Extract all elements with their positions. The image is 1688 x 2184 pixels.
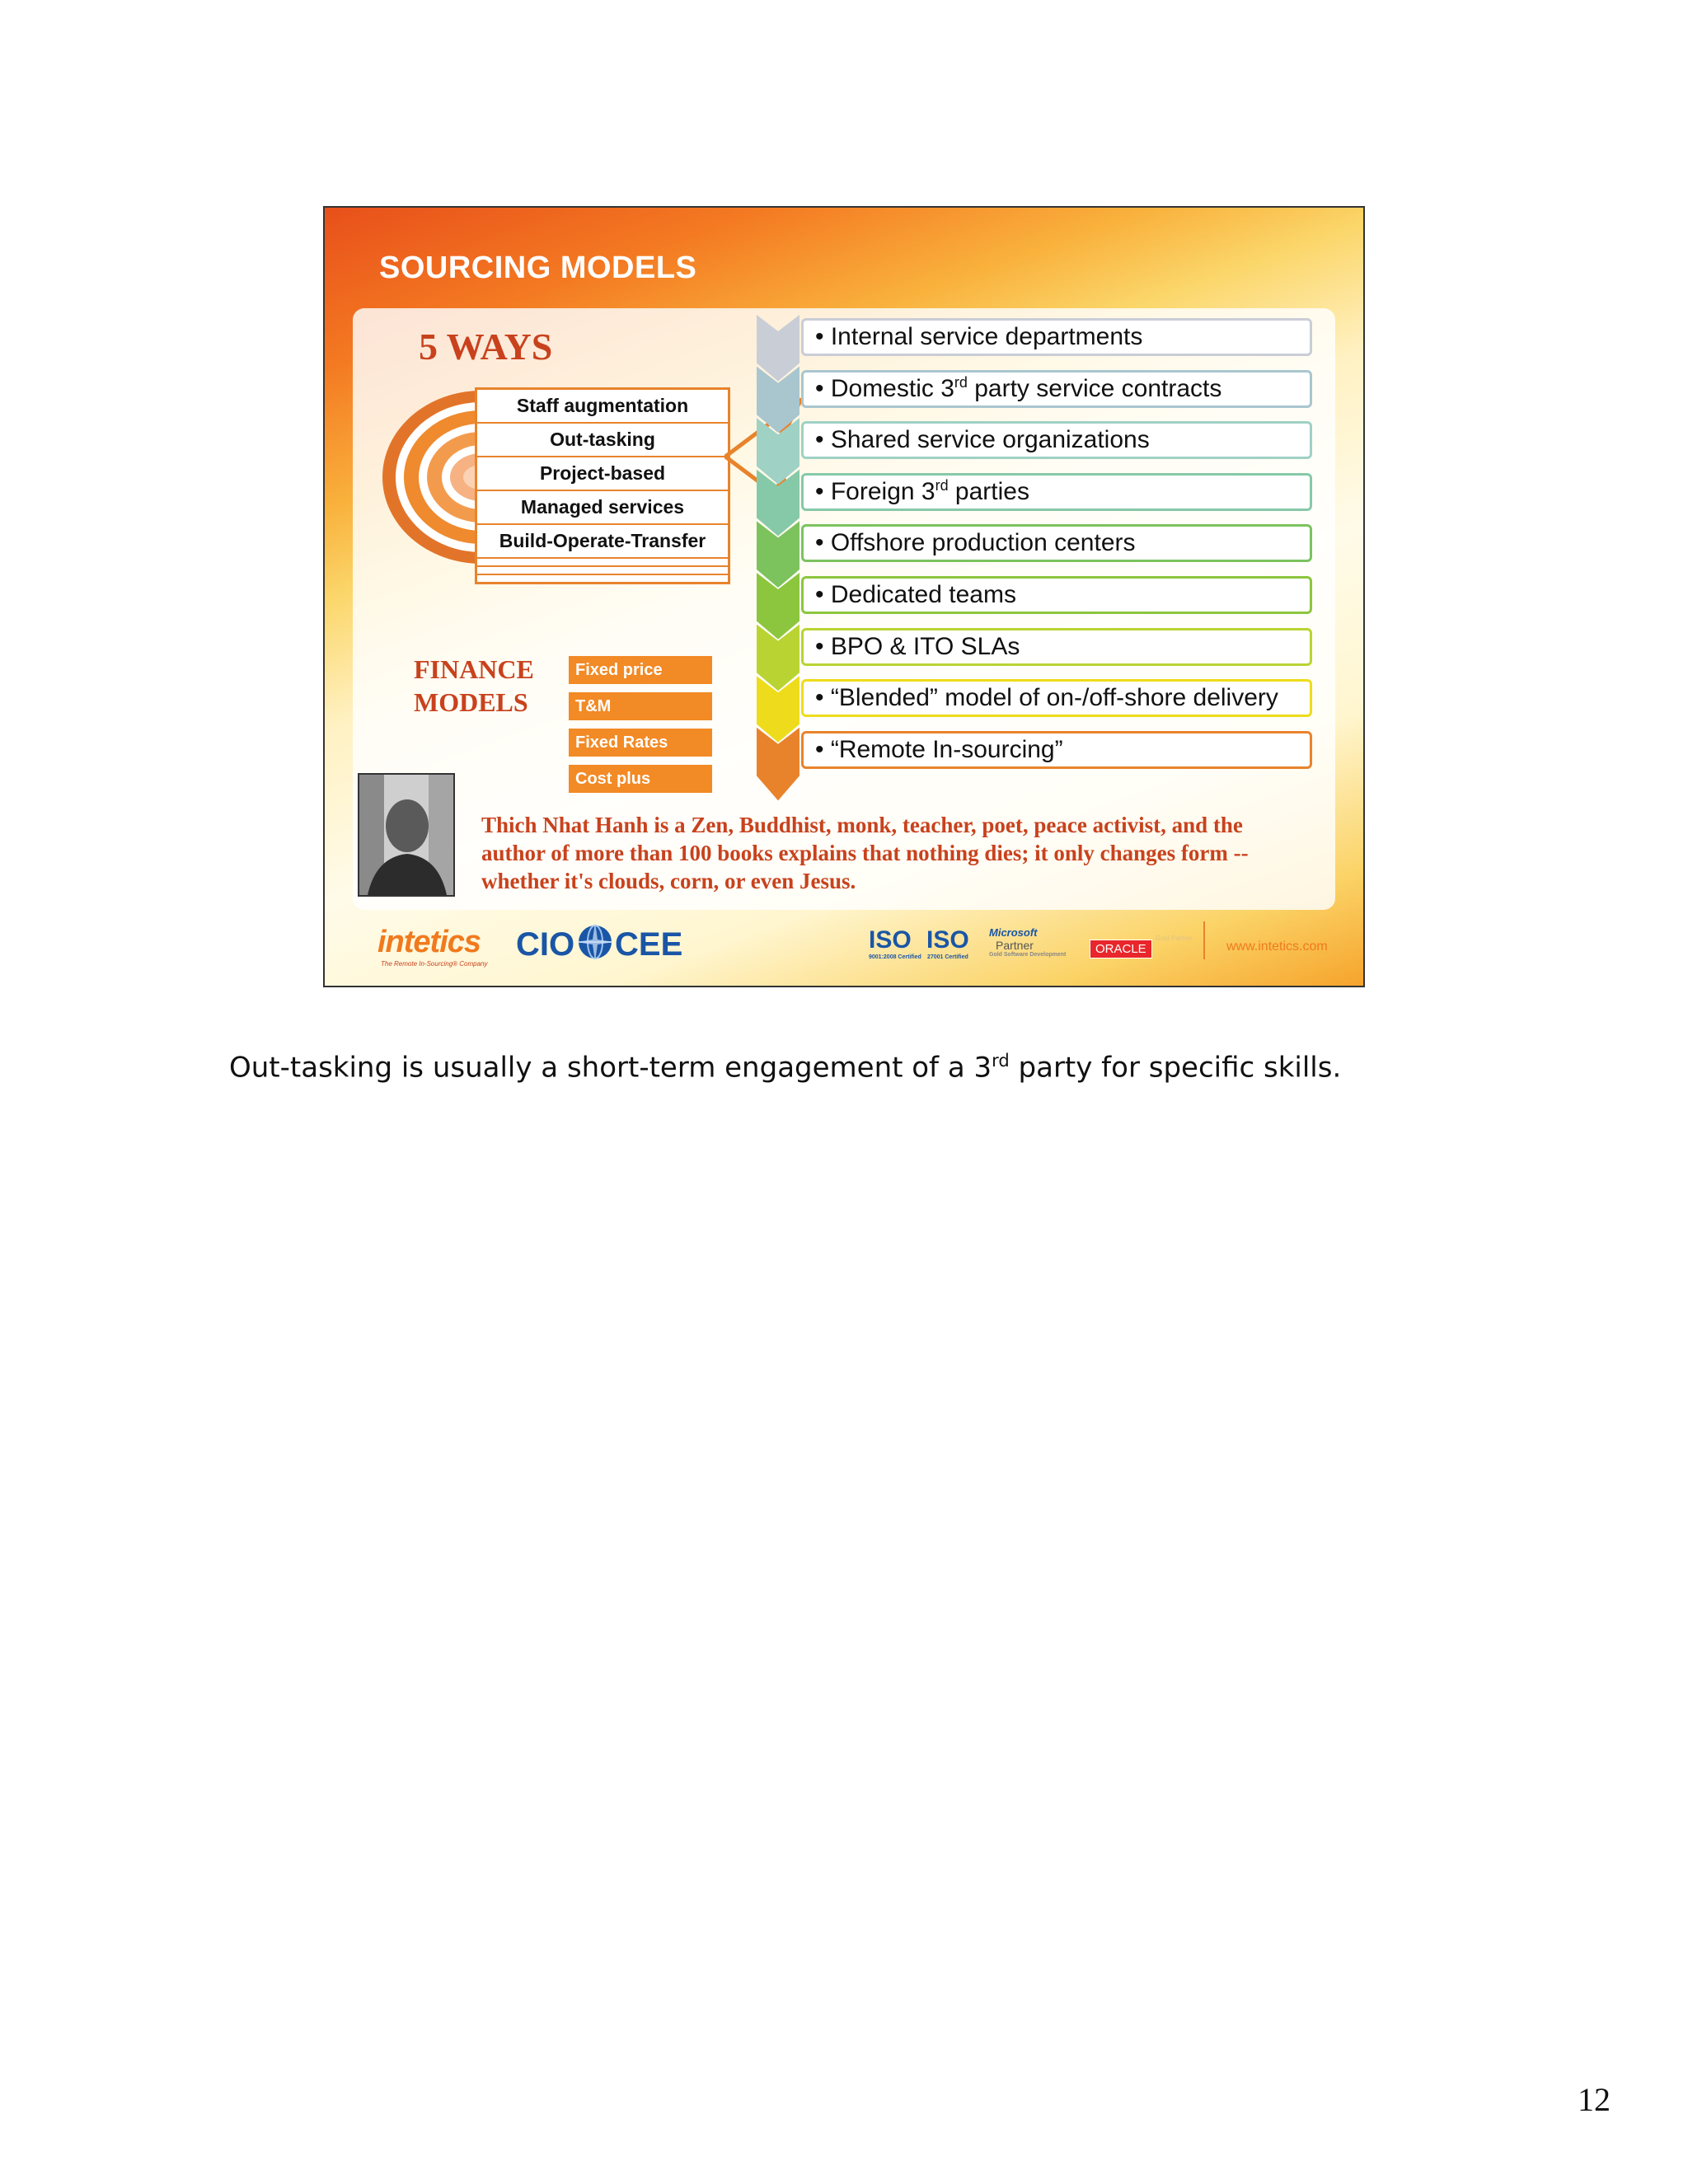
ways-spacer bbox=[477, 559, 728, 567]
sourcing-model-item bbox=[801, 318, 1312, 356]
sourcing-model-text: • BPO & ITO SLAs bbox=[815, 632, 1020, 660]
cio-logo-text: CIO bbox=[516, 926, 575, 963]
slide-image bbox=[323, 206, 1365, 987]
iso-9001-sub: 9001:2008 Certified bbox=[869, 954, 921, 960]
footer-divider bbox=[1203, 921, 1205, 959]
ways-item: Project-based bbox=[477, 457, 728, 491]
finance-model-item: Fixed Rates bbox=[569, 729, 712, 757]
finance-heading-line2: MODELS bbox=[414, 687, 528, 717]
finance-models-list bbox=[569, 656, 712, 801]
portrait-image bbox=[359, 775, 453, 895]
ways-item: Managed services bbox=[477, 491, 728, 525]
sourcing-model-text: • Domestic 3 bbox=[815, 374, 954, 402]
finance-heading bbox=[414, 653, 534, 719]
sourcing-model-text: • Dedicated teams bbox=[815, 581, 1016, 608]
microsoft-partner-logo bbox=[989, 926, 1066, 958]
iso-27001-sub: 27001 Certified bbox=[926, 954, 968, 960]
caption-text-post: party for specific skills. bbox=[1009, 1051, 1342, 1085]
finance-model-item: Fixed price bbox=[569, 656, 712, 684]
page-number: 12 bbox=[1578, 2081, 1611, 2118]
sourcing-model-item bbox=[801, 679, 1312, 717]
finance-heading-line1: FINANCE bbox=[414, 654, 534, 684]
intetics-logo: intetics bbox=[377, 925, 481, 959]
sourcing-model-item bbox=[801, 370, 1312, 408]
sourcing-model-superscript: rd bbox=[954, 373, 968, 391]
sourcing-model-text: • Foreign 3 bbox=[815, 477, 935, 505]
intetics-tagline: The Remote In-Sourcing® Company bbox=[381, 960, 488, 968]
portrait-photo bbox=[358, 773, 455, 897]
chevron-strip-graphic bbox=[755, 315, 804, 809]
sourcing-model-text: • “Blended” model of on-/off-shore delivery bbox=[815, 684, 1278, 712]
ways-list bbox=[475, 387, 730, 584]
chevron-segment bbox=[757, 315, 799, 382]
quote-text: Thich Nhat Hanh is a Zen, Buddhist, monk, teacher, poet, peace activist, and the author of more than 100 books explains that nothing dies; it only changes form -- whether it's clouds, corn, or even Jesus. bbox=[481, 813, 1249, 893]
globe-icon bbox=[575, 921, 615, 963]
sourcing-model-text: • “Remote In-sourcing” bbox=[815, 735, 1063, 763]
sourcing-model-item bbox=[801, 473, 1312, 511]
iso-9001-logo bbox=[869, 926, 921, 960]
ways-item: Staff augmentation bbox=[477, 390, 728, 424]
sourcing-model-text: • Internal service departments bbox=[815, 323, 1143, 350]
concentric-arcs-graphic bbox=[366, 381, 490, 570]
website-url: www.intetics.com bbox=[1226, 940, 1328, 954]
sourcing-model-superscript: rd bbox=[935, 476, 949, 494]
sourcing-model-item bbox=[801, 576, 1312, 614]
ways-spacer bbox=[477, 567, 728, 575]
iso-27001-logo bbox=[926, 926, 969, 960]
finance-model-item: T&M bbox=[569, 692, 712, 720]
ways-heading: 5 WAYS bbox=[419, 326, 553, 368]
sourcing-model-item bbox=[801, 524, 1312, 562]
iso-9001-text: ISO bbox=[869, 926, 912, 954]
iso-27001-text: ISO bbox=[926, 926, 969, 954]
ways-spacer bbox=[477, 575, 728, 582]
sourcing-model-text-post: party service contracts bbox=[967, 374, 1222, 402]
sourcing-model-text-post: parties bbox=[948, 477, 1029, 505]
finance-model-item: Cost plus bbox=[569, 765, 712, 793]
microsoft-sub: Gold Software Development bbox=[989, 952, 1067, 958]
sourcing-model-item bbox=[801, 421, 1312, 459]
caption-superscript: rd bbox=[992, 1051, 1010, 1071]
oracle-gold-partner: Gold Partner bbox=[1156, 935, 1193, 942]
sourcing-model-item bbox=[801, 731, 1312, 769]
sourcing-model-item bbox=[801, 628, 1312, 666]
caption-text-pre: Out-tasking is usually a short-term engagement of a 3 bbox=[229, 1051, 992, 1085]
sourcing-model-text: • Offshore production centers bbox=[815, 529, 1136, 557]
microsoft-partner: Partner bbox=[996, 939, 1034, 952]
slide-title: SOURCING MODELS bbox=[379, 251, 697, 285]
microsoft-brand: Microsoft bbox=[989, 926, 1038, 939]
slide-caption bbox=[229, 1051, 1341, 1084]
sourcing-model-text: • Shared service organizations bbox=[815, 426, 1150, 454]
ways-item: Build-Operate-Transfer bbox=[477, 525, 728, 559]
oracle-logo: ORACLE bbox=[1090, 940, 1152, 958]
cee-logo-text: CEE bbox=[615, 926, 683, 963]
ways-item: Out-tasking bbox=[477, 424, 728, 457]
